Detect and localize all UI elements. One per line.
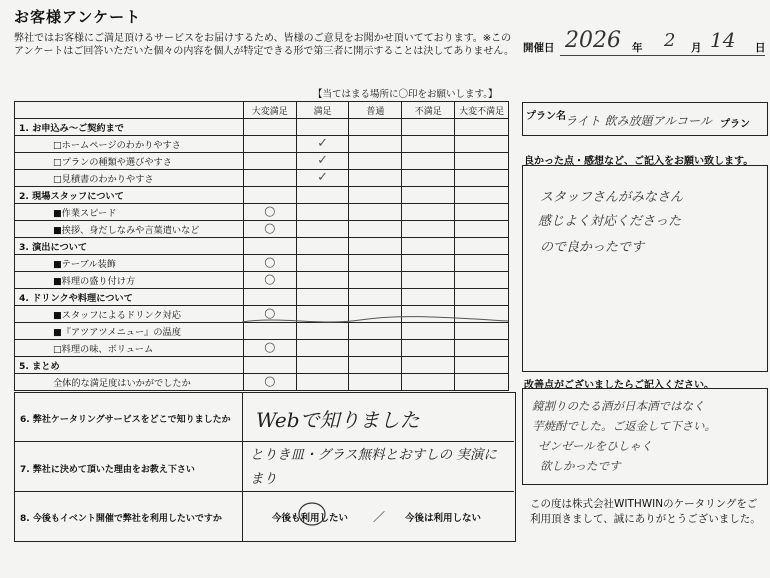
intro-text: 弊社ではお客様にご満足頂けるサービスをお届けするため、皆様のご意見をお聞かせ頂いてております。※このアンケートはご回答いただいた個々の内容を個人が特定できる形で第三者に開示することは決してありません。 [14,33,514,57]
handwritten-circle-mark: ○ [264,340,276,355]
survey-rating-cell[interactable] [455,340,509,357]
survey-rating-cell[interactable] [455,136,509,153]
survey-item-label: ■スタッフによるドリンク対応 [15,306,244,323]
survey-rating-cell [296,289,349,306]
survey-header-row [15,102,509,119]
survey-rating-cell[interactable] [402,204,455,221]
survey-item-label: ■作業スピード [15,204,244,221]
survey-rating-cell [349,238,402,255]
plan-handwritten[interactable]: ライト 飲み放題アルコール [565,114,712,128]
header-blank [15,102,244,119]
survey-rating-cell[interactable] [402,136,455,153]
survey-rating-cell[interactable] [455,204,509,221]
improve-points-title: 改善点がございましたらご記入ください。 [524,380,714,391]
q8-label: 8. 今後もイベント開催で弊社を利用したいですか [20,514,222,524]
survey-item-label: ■挨拶、身だしなみや言葉遣いなど [15,221,244,238]
good-points-line-2: 感じよく対応くださった [538,214,682,229]
survey-rating-cell[interactable] [243,136,296,153]
survey-rating-cell[interactable] [349,153,402,170]
survey-rating-cell[interactable] [402,340,455,357]
survey-rating-cell [296,187,349,204]
survey-rating-cell [296,238,349,255]
survey-rating-cell[interactable] [349,204,402,221]
date-day-label: 日 [755,42,766,54]
survey-rating-cell[interactable] [349,255,402,272]
date-month-label: 月 [691,42,702,54]
survey-rating-cell [243,187,296,204]
survey-rating-cell[interactable] [349,221,402,238]
survey-item-label: ■テーブル装飾 [15,255,244,272]
col-unsatisfied: 不満足 [402,102,455,119]
survey-item-label: □料理の味、ボリューム [15,340,244,357]
survey-rating-cell[interactable] [402,153,455,170]
col-neutral: 普通 [349,102,402,119]
survey-rating-cell[interactable] [455,153,509,170]
survey-rating-cell [402,238,455,255]
survey-section-row [15,289,509,306]
survey-section-label: 1. お申込み～ご契約まで [15,119,244,136]
date-year-value[interactable]: 2026 [565,28,621,53]
survey-section-row [15,238,509,255]
survey-section-label: 5. まとめ [15,357,244,374]
survey-section-label: 4. ドリンクや料理について [15,289,244,306]
date-day-value[interactable]: 14 [710,28,736,52]
survey-rating-cell[interactable] [296,221,349,238]
survey-rating-cell[interactable] [455,255,509,272]
survey-section-row [15,119,509,136]
good-points-line-1: スタッフさんがみなさん [540,190,684,205]
survey-item-row [15,204,509,221]
survey-item-label: 全体的な満足度はいかがでしたか [15,374,244,391]
survey-rating-cell[interactable] [296,272,349,289]
survey-section-label: 3. 演出について [15,238,244,255]
survey-rating-cell[interactable] [402,170,455,187]
survey-rating-cell[interactable] [243,221,296,238]
survey-item-row [15,221,509,238]
survey-rating-cell[interactable] [296,204,349,221]
survey-rating-cell[interactable] [349,170,402,187]
survey-item-row [15,272,509,289]
q7-label: 7. 弊社に決めて頂いた理由をお教え下さい [20,465,195,475]
survey-rating-cell[interactable] [243,340,296,357]
survey-item-label: □見積書のわかりやすさ [15,170,244,187]
survey-item-label: ■料理の盛り付け方 [15,272,244,289]
survey-rating-cell[interactable] [296,374,349,391]
survey-item-label: □プランの種類や選びやすさ [15,153,244,170]
survey-item-row [15,136,509,153]
q8-circle-mark [296,500,328,528]
survey-item-row [15,153,509,170]
improve-points-line-2: 芋焼酎でした。ご返金して下さい。 [532,419,716,433]
survey-rating-cell[interactable] [455,374,509,391]
survey-rating-cell[interactable] [296,340,349,357]
q6-label: 6. 弊社ケータリングサービスをどこで知りましたか [20,415,231,425]
survey-rating-cell[interactable] [455,272,509,289]
handwritten-circle-mark: ○ [264,204,276,219]
date-underline [560,55,765,56]
survey-rating-cell[interactable] [243,170,296,187]
survey-item-row [15,255,509,272]
col-very-unsatisfied: 大変不満足 [455,102,509,119]
survey-rating-cell[interactable] [243,272,296,289]
survey-rating-cell[interactable] [455,221,509,238]
handwritten-check-mark: ✓ [317,170,329,185]
survey-rating-cell[interactable] [296,255,349,272]
q8-option-no[interactable]: 今後は利用しない [405,513,482,524]
survey-rating-cell [402,289,455,306]
survey-rating-cell [296,119,349,136]
survey-rating-cell[interactable] [296,136,349,153]
plan-label: プラン名 [526,111,566,122]
handwritten-circle-mark: ○ [264,221,276,236]
survey-section-row [15,187,509,204]
date-year-label: 年 [632,42,643,54]
handwritten-circle-mark: ○ [264,255,276,270]
survey-rating-cell[interactable] [349,272,402,289]
plan-suffix: プラン [720,119,750,130]
survey-rating-cell[interactable] [402,255,455,272]
handwritten-circle-mark: ○ [264,272,276,287]
handwritten-circle-mark: ○ [264,306,276,321]
survey-rating-cell [455,238,509,255]
survey-note: 【当てはまる場所に〇印をお願いします。】 [313,89,498,100]
survey-rating-cell[interactable] [296,170,349,187]
survey-rating-cell[interactable] [402,221,455,238]
survey-rating-cell [402,119,455,136]
q-row-divider-2 [14,491,514,492]
survey-section-row [15,357,509,374]
good-points-title: 良かった点・感想など、ご記入をお願い致します。 [524,156,754,167]
closing-message: この度は株式会社WITHWINのケータリングをご利用頂きまして、誠にありがとうございました。 [530,498,761,525]
page-title: お客様アンケート [14,8,142,26]
survey-rating-cell[interactable] [243,374,296,391]
survey-rating-cell[interactable] [243,204,296,221]
survey-rating-cell[interactable] [402,272,455,289]
survey-rating-cell[interactable] [243,153,296,170]
q7-answer[interactable]: とりき皿・グラス無料とおすしの 実演にまり [250,447,497,487]
survey-rating-cell [243,238,296,255]
survey-item-label: ■『アツアツメニュー』の温度 [15,323,244,340]
survey-item-row [15,170,509,187]
survey-rating-cell[interactable] [296,153,349,170]
survey-rating-cell[interactable] [349,136,402,153]
date-label: 開催日 [523,42,555,54]
survey-rating-cell [349,187,402,204]
q6-answer[interactable]: Webで知りました [256,408,420,432]
q8-option-yes[interactable]: 今後も利用したい [272,513,349,524]
survey-rating-cell [349,289,402,306]
good-points-line-3: ので良かったです [540,240,645,255]
survey-rating-cell[interactable] [455,170,509,187]
handwritten-check-mark: ✓ [317,136,329,151]
survey-rating-cell[interactable] [349,340,402,357]
q8-separator: ／ [373,510,386,524]
survey-rating-cell [455,119,509,136]
survey-rating-cell [243,289,296,306]
survey-rating-cell [243,357,296,374]
survey-rating-cell[interactable] [402,374,455,391]
survey-rating-cell [455,357,509,374]
survey-item-row [15,340,509,357]
col-very-satisfied: 大変満足 [243,102,296,119]
survey-table [14,101,509,391]
survey-rating-cell[interactable] [349,374,402,391]
survey-item-row [15,374,509,391]
survey-section-label: 2. 現場スタッフについて [15,187,244,204]
survey-rating-cell [402,357,455,374]
survey-rating-cell [349,357,402,374]
survey-rating-cell [455,187,509,204]
handwritten-circle-mark: ○ [264,374,276,389]
handwritten-check-mark: ✓ [317,153,329,168]
improve-points-line-3: ゼンゼールをひしゃく [538,439,653,453]
improve-points-line-4: 欲しかったです [540,459,621,473]
survey-item-label: □ホームページのわかりやすさ [15,136,244,153]
improve-points-line-1: 鏡割りのたる酒が日本酒ではなく [532,399,705,413]
survey-rating-cell [349,119,402,136]
handwritten-strike-line [240,314,510,328]
survey-rating-cell[interactable] [243,255,296,272]
survey-rating-cell [243,119,296,136]
date-month-value[interactable]: 2 [664,30,676,51]
survey-rating-cell [296,357,349,374]
col-satisfied: 満足 [296,102,349,119]
survey-rating-cell [402,187,455,204]
questions-divider [242,392,243,541]
survey-rating-cell [455,289,509,306]
q-row-divider-1 [14,441,514,442]
